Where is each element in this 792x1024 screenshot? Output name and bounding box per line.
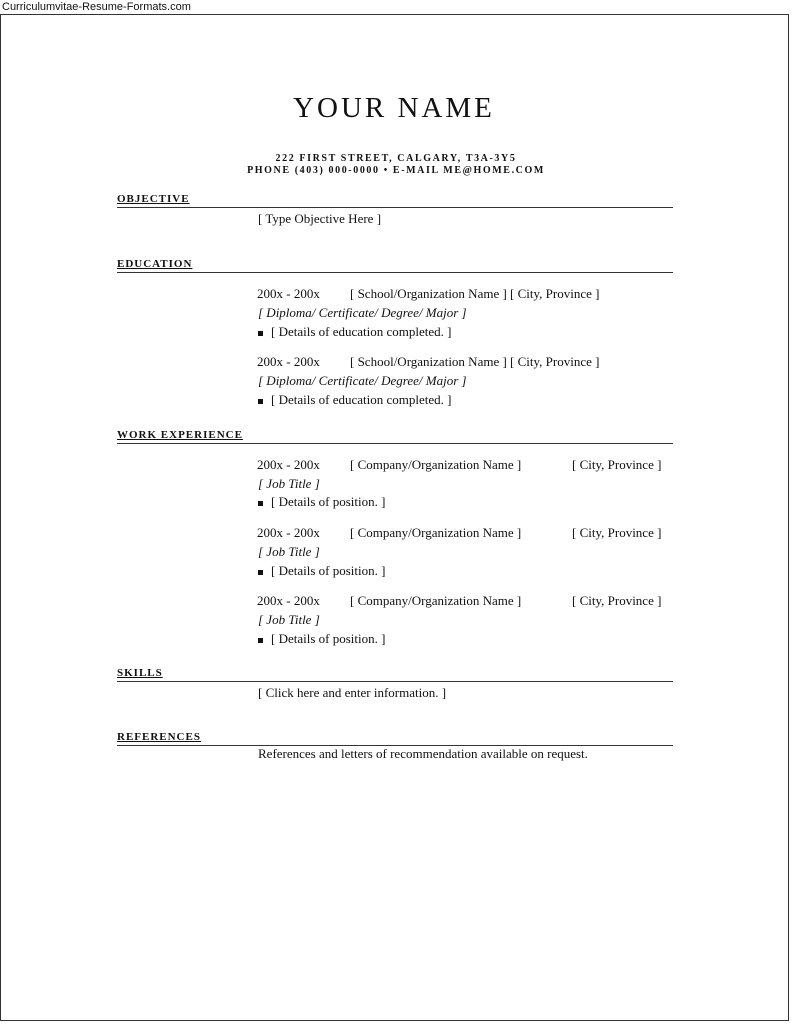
skills-heading: [117, 667, 673, 682]
references-text: References and letters of recommendation available on request.: [258, 746, 588, 761]
education-degree[interactable]: [ Diploma/ Certificate/ Degree/ Major ]: [258, 373, 467, 388]
work-heading: [117, 429, 673, 444]
work-title[interactable]: [ Job Title ]: [258, 476, 320, 491]
watermark: Curriculumvitae-Resume-Formats.com: [2, 1, 191, 13]
education-detail[interactable]: [ Details of education completed. ]: [258, 324, 452, 340]
work-detail[interactable]: [ Details of position. ]: [258, 631, 385, 647]
work-city[interactable]: [ City, Province ]: [572, 525, 662, 540]
work-dates: 200x - 200x: [257, 525, 320, 540]
education-dates: 200x - 200x: [257, 286, 320, 301]
education-org[interactable]: [ School/Organization Name ] [ City, Province ]: [350, 354, 600, 369]
resume-name: YOUR NAME: [293, 92, 495, 124]
objective-text[interactable]: [ Type Objective Here ]: [258, 211, 382, 226]
work-org[interactable]: [ Company/Organization Name ]: [350, 525, 522, 540]
references-heading: [117, 731, 673, 746]
skills-text[interactable]: [ Click here and enter information. ]: [258, 685, 447, 700]
education-degree[interactable]: [ Diploma/ Certificate/ Degree/ Major ]: [258, 305, 467, 320]
work-heading-label: WORK EXPERIENCE: [117, 429, 243, 441]
objective-heading-label: OBJECTIVE: [117, 193, 190, 205]
work-org[interactable]: [ Company/Organization Name ]: [350, 457, 522, 472]
objective-heading: [117, 193, 673, 208]
work-org[interactable]: [ Company/Organization Name ]: [350, 593, 522, 608]
education-detail[interactable]: [ Details of education completed. ]: [258, 392, 452, 408]
work-detail[interactable]: [ Details of position. ]: [258, 494, 385, 510]
education-heading: [117, 258, 673, 273]
work-dates: 200x - 200x: [257, 457, 320, 472]
references-heading-label: REFERENCES: [117, 731, 201, 743]
education-dates: 200x - 200x: [257, 354, 320, 369]
work-dates: 200x - 200x: [257, 593, 320, 608]
work-city[interactable]: [ City, Province ]: [572, 457, 662, 472]
skills-heading-label: SKILLS: [117, 667, 163, 679]
work-title[interactable]: [ Job Title ]: [258, 612, 320, 627]
work-city[interactable]: [ City, Province ]: [572, 593, 662, 608]
work-title[interactable]: [ Job Title ]: [258, 544, 320, 559]
work-detail[interactable]: [ Details of position. ]: [258, 563, 385, 579]
address-line: 222 FIRST STREET, CALGARY, T3A-3Y5: [275, 153, 517, 164]
education-heading-label: EDUCATION: [117, 258, 193, 270]
education-org[interactable]: [ School/Organization Name ] [ City, Province ]: [350, 286, 600, 301]
phone-email-line: PHONE (403) 000-0000 • E-MAIL ME@HOME.COM: [247, 165, 545, 176]
